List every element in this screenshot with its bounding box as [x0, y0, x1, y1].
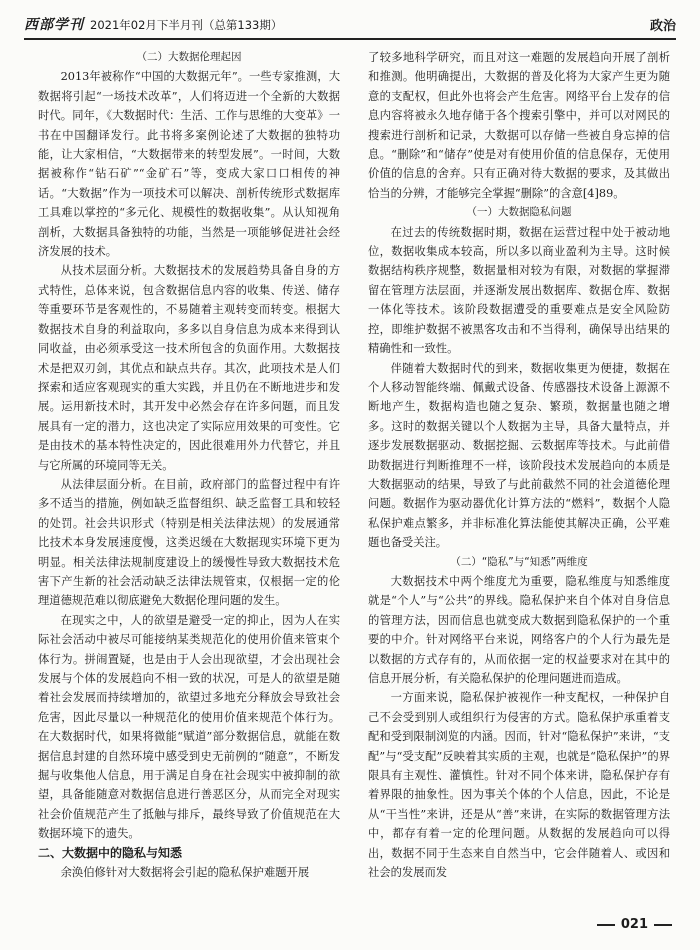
dash-right [654, 924, 672, 926]
section-heading: 二、大数据中的隐私与知悉 [38, 845, 183, 860]
subheading-ethics-cause: （二）大数据伦理起因 [136, 51, 242, 63]
paragraph: 大数据技术中两个维度尤为重要，隐私维度与知悉维度就是“个人”与“公共”的界线。隐私保护来自个体对自身信息的管理方法，因而信息也就变成大数据到隐私保护的一个重要的中介。针对网络平台来说，网络客户的个人行为最先是以数据的方式存有的，从而依据一定的权益要求对在其中的信息开展分析，有关隐私保护的伦理问题进而造成。 [368, 574, 670, 685]
dash-left [597, 924, 615, 926]
journal-logo: 西部学刊 [24, 17, 84, 33]
page-header [24, 12, 676, 40]
paragraph: 在现实之中，人的欲望是避受一定的抑止，因为人在实际社会活动中被尽可能接纳某类规范化的使用价值来管束个体行为。拼闹置疑，也是由于人会出现欲望，才会出现社会发展与个体的发展趋向不相一致的状况，可是人的欲望是随着社会发展而持续增加的，欲望过多地充分释放会导致社会危害，因此尽量以一种规范化的使用价值来规范个体行为。在大数据时代，如果将微能“赋道”部分数据信息，就能在数据信息封建的自然环境中感受到史无前例的“随意”，不断发掘与收集他人信息，用于满足自身在社会现实中被抑制的欲望，具备能随意对数据信息进行善恶区分，从而完全对现实社会价值规范产生了抵触与排斥，最终导致了价值规范在大数据环境下的遗失。 [38, 613, 340, 841]
left-column [38, 48, 340, 882]
paragraph: 了较多地科学研究，而且对这一难题的发展趋向开展了剖析和推测。他明确提出，大数据的普及化将为大家产生更为随意的支配权，但此外也将会产生危害。网络平台上发存的信息内容将被永久地存储于各个搜索引擎中，并可以对网民的搜索进行剖析和记录，大数据可以存储一些被自身忘掉的信息。“删除”和“储存”使是对有使用价值的信息保存，无使用价值的信息的舍弃。只有正确对待大数据的要求，及其做出恰当的分辨，才能够完全掌握“删除”的含意[4]89。 [368, 51, 670, 200]
paragraph: 2013年被称作“中国的大数据元年”。一些专家推测，大数据将引起“一场技术改革”，人们将迈进一个全新的大数据时代。同年，《大数据时代：生活、工作与思维的大变革》一书在中国翻译发行。此书将多案例论述了大数据的独特功能，让大家相信，“大数据带来的转型发展”。一时间，大数据被称作“钻石矿”“金矿石”等，变成大家口口相传的神话。“大数据”作为一项技术可以解决、剖析传统形式数据库工具难以掌控的“多元化、规模性的数据收集”。从认知视角剖析，大数据具备独特的功能，当然是一项能够促进社会经济发展的技术。 [38, 70, 340, 259]
paragraph: 从法律层面分析。在目前，政府部门的监督过程中有许多不适当的措施，例如缺乏监督组织、缺乏监督工具和较轻的处罚。社会共识形式（特别是相关法律法规）的发展通常比技术本身发展速度慢，这类迟缓在大数据现实环境下更为明显。相关法律法规制度建设上的缓慢性导致大数据技术危害下产生新的社会活动缺乏法律法规管束，仅根据一定的伦理道德规范难以彻底避免大数据伦理问题的发生。 [38, 477, 340, 608]
page-number [597, 917, 672, 932]
subheading-dimensions: （二）“隐私”与“知悉”两维度 [450, 555, 588, 568]
paragraph: 一方面来说，隐私保护被视作一种支配权，一种保护自己不会受到别人或组织行为侵害的方式。隐私保护承重着支配和受到限制浏览的内涵。因而，针对“隐私保护”来讲，“支配”与“受支配”反映着其实质的主观，也就是“隐私保护”的界限具有主观性、灌慎性。针对不同个体来讲，隐私保护存有着界限的抽象性。因为事关个体的个人信息，因此，不论是从“干当性”来讲，还是从“善”来讲，在实际的数据管理方法中，都存有着一定的伦理问题。从数据的发展趋向可以得出，数据不同于生态来自自然当中，它会伴随着人、或因和社会的发展而发 [368, 691, 670, 880]
journal-info [24, 14, 282, 38]
subheading-privacy: （一）大数据隐私问题 [466, 206, 572, 219]
section-label: 政治 [649, 19, 676, 34]
paragraph: 从技术层面分析。大数据技术的发展趋势具备自身的方式特性，总体来说，包含数据信息内容的收集、传送、储存等重要环节是客观性的，不易随着主观转变而转变。根据大数据技术自身的利益取向，多多以自身信息为成本来得到认同收益，由必须承受这一技术所包含的负面作用。大数据技术是把双刃剑，其优点和缺点共存。其次，此项技术是人们探索和适应客观现实的重大实践，并且仍在不断地进步和发展。运用新技术时，其开发中必然会存在许多问题，而且发展具有一定的潜力，这也决定了实际应用效果的可变性。它是由技术的基本特性决定的，因此很难用外力代替它，并且与它所属的环境同等无关。 [38, 264, 340, 472]
paragraph: 伴随着大数据时代的到来，数据收集更为便捷，数据在个人移动智能终端、佩戴式设备、传感器技术设备上源源不断地产生，数据构造也随之复杂、繁琐，数据量也随之增多。这时的数据关键以个人数据为主导，具备大量特点，并逐步发展数据驱动、数据挖掘、云数据库等技术。与此前借助数据进行判断推理不一样，该阶段技术发展趋向的本质是大数据驱动的结果，导致了与此前截然不同的社会道德伦理问题。数据作为驱动器优化计算方法的“燃料”，数据个人隐私保护难点繁多，并非标准化算法能使其解决正确，公平难题也备受关注。 [368, 361, 670, 550]
page-number-text: 021 [620, 917, 648, 932]
paragraph: 在过去的传统数据时期，数据在运营过程中处于被动地位，数据收集成本较高，所以多以商业盈利为主导。这时候数据结构秩序规整，数据量相对较为有限，对数据的掌握滞留在管理方法层面，并逐渐发展出数据库、数据仓库、数据一体化等技术。该阶段数据遭受的重要难点是安全风险防控，即维护数据不被黑客攻击和不当得利，确保导出结果的精确性和一致性。 [368, 225, 670, 356]
right-column [368, 48, 670, 882]
issue-label: 2021年02月下半月刊（总第133期） [90, 18, 283, 32]
paragraph: 余涣伯修针对大数据将会引起的隐私保护难题开展 [60, 866, 310, 880]
